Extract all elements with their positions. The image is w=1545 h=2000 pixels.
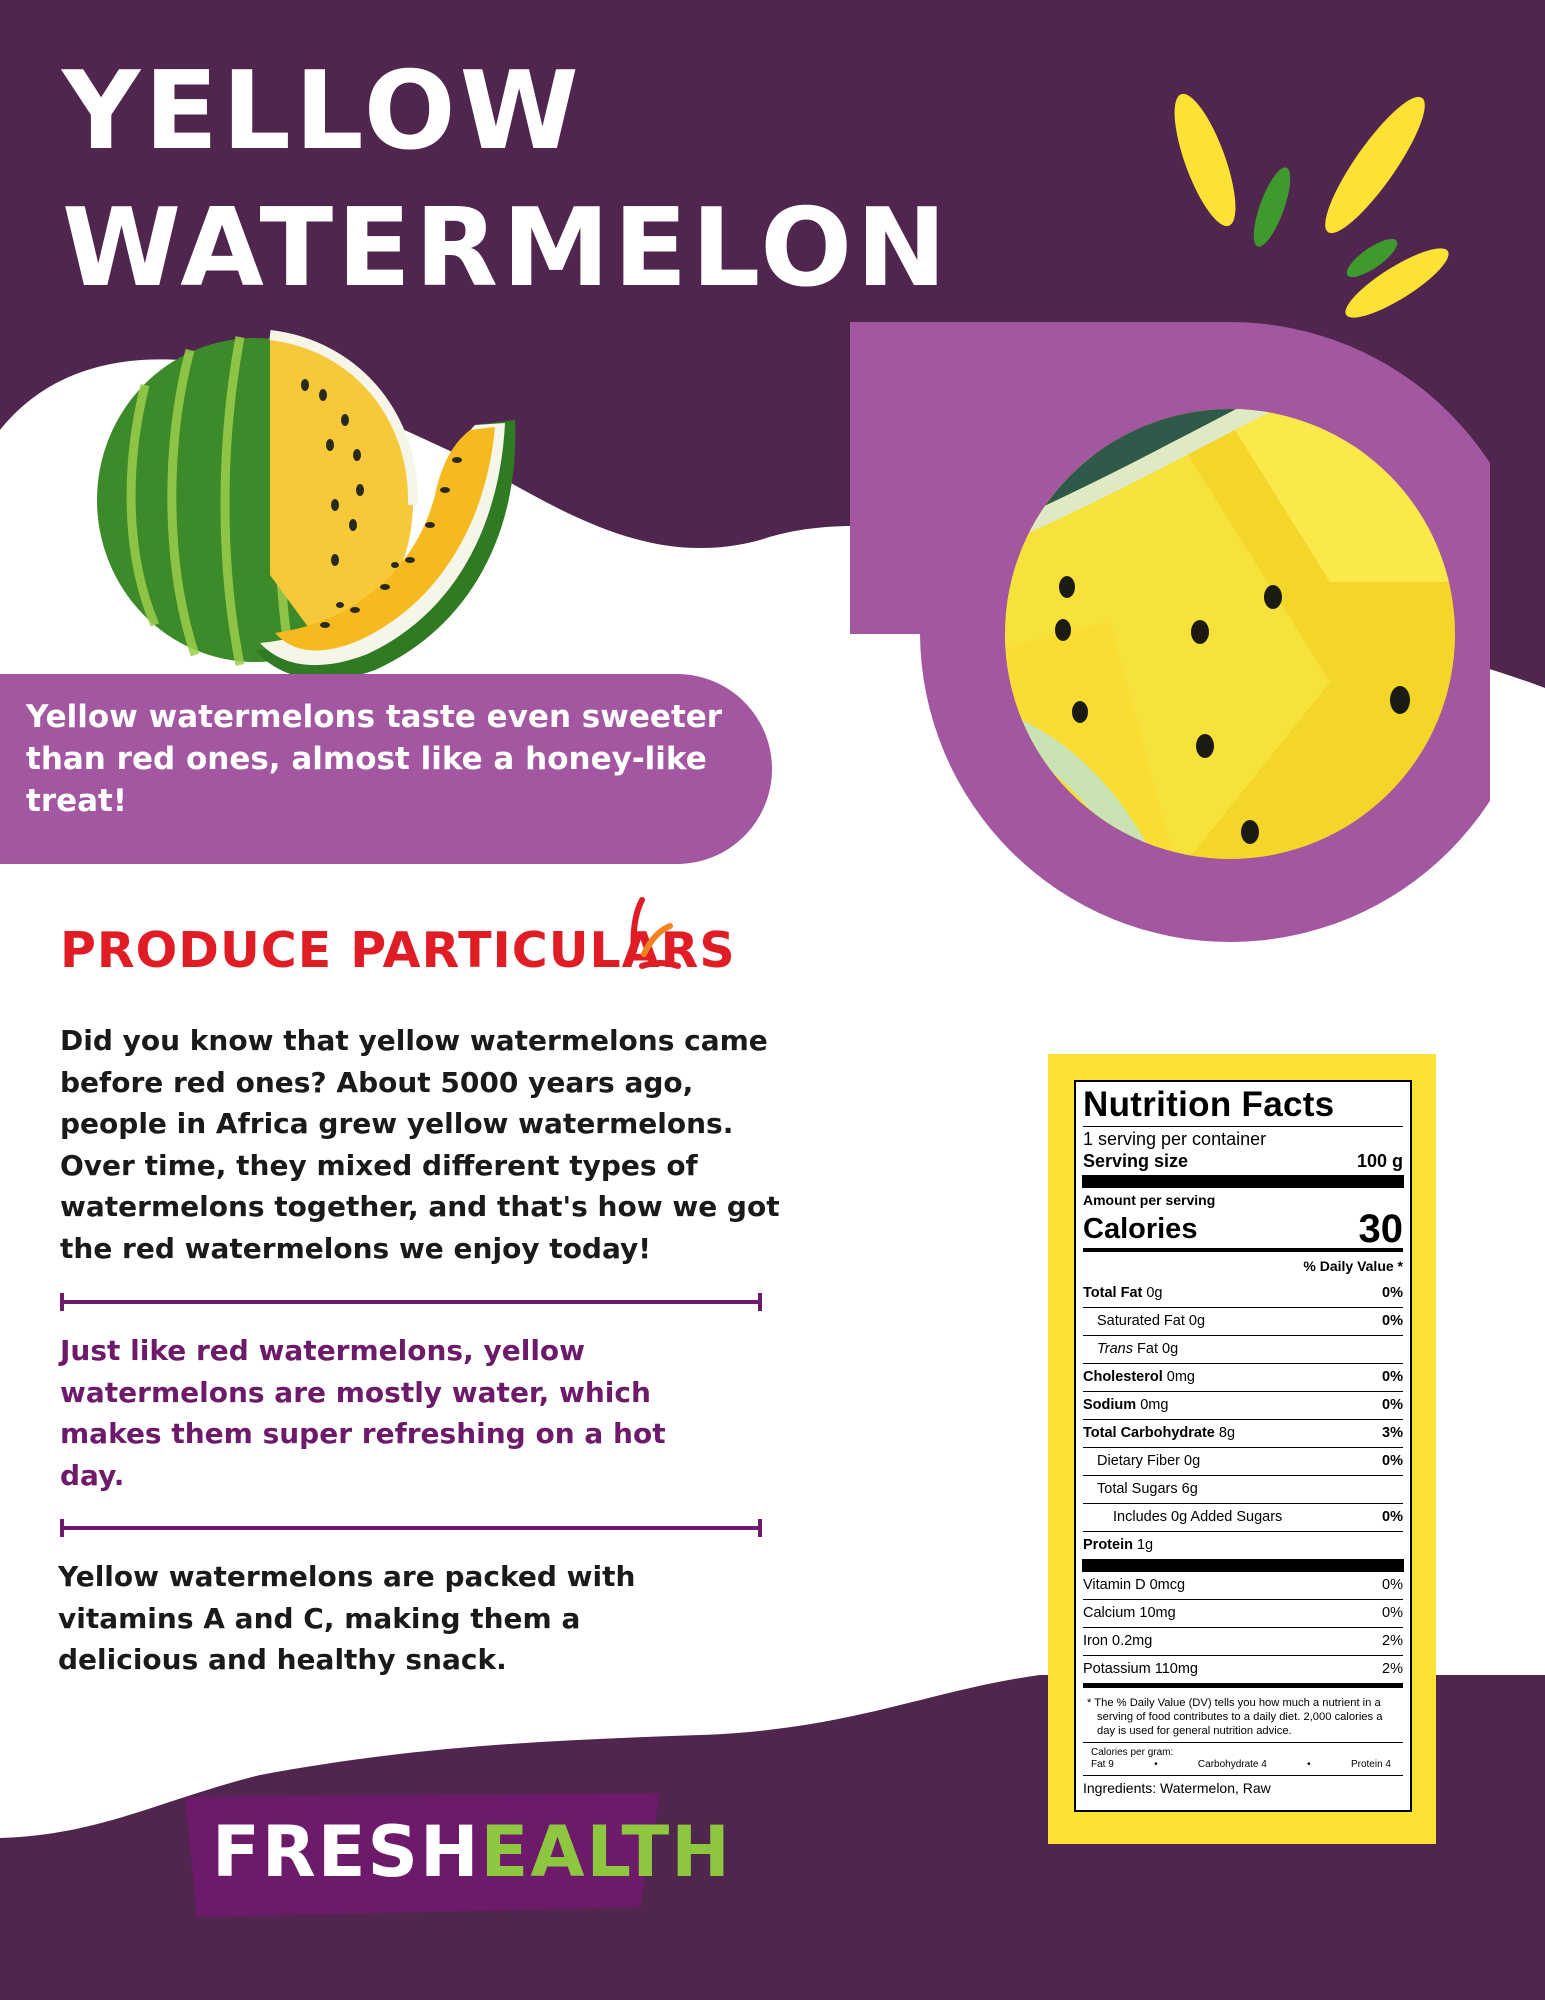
nutrient-row bbox=[1083, 1307, 1403, 1335]
nutrient-row bbox=[1083, 1335, 1403, 1363]
watermelon-photo-frame bbox=[850, 322, 1490, 952]
logo-text-ealth: EALTH bbox=[480, 1811, 732, 1893]
nutrient-amount: Dietary Fiber 0g bbox=[1097, 1453, 1201, 1469]
servings-per-container: 1 serving per container bbox=[1083, 1126, 1403, 1150]
nutrient-amount: Saturated Fat 0g bbox=[1097, 1313, 1206, 1329]
nutrient-name bbox=[1083, 1420, 1235, 1447]
nutrition-title: Nutrition Facts bbox=[1083, 1085, 1335, 1124]
section-title: PRODUCE PARTICULARS bbox=[60, 922, 736, 979]
vitamin-rows bbox=[1083, 1572, 1403, 1683]
nutrient-row bbox=[1083, 1475, 1403, 1503]
nutrition-label-frame bbox=[1048, 1054, 1436, 1844]
nutrient-daily-value: 0% bbox=[1382, 1285, 1403, 1301]
vitamin-name: Calcium 10mg bbox=[1083, 1605, 1176, 1621]
vitamin-row bbox=[1083, 1627, 1403, 1655]
nutrient-amount: 0mg bbox=[1136, 1397, 1169, 1413]
serving-size-label: Serving size bbox=[1083, 1151, 1189, 1171]
calories-value: 30 bbox=[1358, 1207, 1403, 1251]
nutrient-name-bold: Sodium bbox=[1083, 1397, 1137, 1413]
vitamin-row bbox=[1083, 1572, 1403, 1599]
nutrient-row bbox=[1083, 1280, 1403, 1307]
nutrient-row bbox=[1083, 1391, 1403, 1419]
nutrient-row bbox=[1083, 1503, 1403, 1531]
nutrient-amount: Fat 0g bbox=[1133, 1341, 1179, 1357]
vitamin-name: Iron 0.2mg bbox=[1083, 1633, 1153, 1649]
nutrient-daily-value: 0% bbox=[1382, 1397, 1403, 1413]
fact-paragraph-vitamins: Yellow watermelons are packed with vitamins A and C, making them a delicious and healthy snack. bbox=[58, 1560, 636, 1676]
cpg-bullet: • bbox=[1307, 1759, 1311, 1770]
nutrient-row bbox=[1083, 1419, 1403, 1447]
nutrient-name-bold: Total Carbohydrate bbox=[1083, 1425, 1215, 1441]
nutrient-name bbox=[1083, 1448, 1200, 1475]
nutrient-name bbox=[1083, 1336, 1178, 1363]
cpg-protein: Protein 4 bbox=[1350, 1759, 1391, 1770]
vitamin-daily-value: 0% bbox=[1382, 1577, 1403, 1593]
cpg-carb: Carbohydrate 4 bbox=[1197, 1759, 1267, 1770]
nutrient-row bbox=[1083, 1363, 1403, 1391]
tagline-banner bbox=[0, 674, 772, 864]
nutrient-amount: Includes 0g Added Sugars bbox=[1113, 1509, 1283, 1525]
nutrient-rows bbox=[1083, 1280, 1403, 1559]
nutrient-amount: 0g bbox=[1142, 1285, 1163, 1301]
nutrient-name bbox=[1083, 1392, 1168, 1419]
calories-row bbox=[1083, 1207, 1403, 1251]
nutrient-name-italic: Trans bbox=[1097, 1341, 1133, 1357]
nutrient-daily-value: 3% bbox=[1382, 1425, 1403, 1441]
vitamin-name: Potassium 110mg bbox=[1083, 1661, 1198, 1677]
vitamin-daily-value: 2% bbox=[1382, 1661, 1403, 1677]
vitamin-daily-value: 0% bbox=[1382, 1605, 1403, 1621]
nutrient-name-bold: Protein bbox=[1083, 1537, 1133, 1553]
nutrient-amount: 0mg bbox=[1162, 1369, 1196, 1385]
freshealth-logo bbox=[212, 1811, 732, 1893]
cpg-fat: Fat 9 bbox=[1091, 1759, 1114, 1770]
page-title-line-2: WATERMELON bbox=[62, 186, 951, 311]
divider bbox=[60, 1526, 762, 1530]
vitamin-daily-value: 2% bbox=[1382, 1633, 1403, 1649]
watermelon-illustration bbox=[95, 325, 525, 685]
nutrient-name bbox=[1083, 1308, 1205, 1335]
fact-paragraph-water: Just like red watermelons, yellow watermelons are mostly water, which makes them super refreshing on a hot day. bbox=[60, 1334, 666, 1492]
nutrient-daily-value: 0% bbox=[1382, 1509, 1403, 1525]
nutrient-daily-value: 0% bbox=[1382, 1369, 1403, 1385]
nutrient-row bbox=[1083, 1447, 1403, 1475]
vitamin-row bbox=[1083, 1655, 1403, 1683]
nutrient-name bbox=[1083, 1476, 1198, 1503]
calories-per-gram bbox=[1083, 1742, 1403, 1775]
nutrient-row bbox=[1083, 1531, 1403, 1559]
nutrient-name bbox=[1083, 1280, 1163, 1307]
thick-rule bbox=[1082, 1559, 1404, 1572]
nutrient-amount: 8g bbox=[1214, 1425, 1236, 1441]
nutrient-name bbox=[1083, 1504, 1282, 1531]
serving-size bbox=[1083, 1150, 1403, 1172]
burst-icon bbox=[612, 896, 682, 976]
ingredients: Ingredients: Watermelon, Raw bbox=[1083, 1775, 1403, 1800]
calories-per-gram-label: Calories per gram: bbox=[1091, 1747, 1174, 1758]
page-title-line-1: YELLOW bbox=[62, 49, 583, 174]
serving-size-value: 100 g bbox=[1356, 1151, 1403, 1171]
nutrient-daily-value: 0% bbox=[1382, 1453, 1403, 1469]
amount-per-serving: Amount per serving bbox=[1083, 1192, 1216, 1208]
thick-rule bbox=[1082, 1175, 1404, 1188]
nutrient-name bbox=[1083, 1364, 1195, 1391]
nutrient-daily-value: 0% bbox=[1382, 1313, 1403, 1329]
vitamin-name: Vitamin D 0mcg bbox=[1083, 1577, 1186, 1593]
cpg-bullet: • bbox=[1154, 1759, 1158, 1770]
vitamin-row bbox=[1083, 1599, 1403, 1627]
nutrient-name-bold: Total Fat bbox=[1083, 1285, 1143, 1301]
nutrient-amount: Total Sugars 6g bbox=[1097, 1481, 1198, 1497]
fact-paragraph-history: Did you know that yellow watermelons came before red ones? About 5000 years ago, people in Africa grew yellow watermelons. Over time, they mixed different types of watermelons together, and that's how we got the red watermelons we enjoy today! bbox=[60, 1024, 780, 1265]
logo-text-fresh: FRESH bbox=[212, 1811, 481, 1893]
nutrition-facts-label bbox=[1074, 1080, 1412, 1812]
daily-value-header: % Daily Value * bbox=[1083, 1248, 1403, 1280]
nutrient-amount: 1g bbox=[1132, 1537, 1154, 1553]
nutrient-name-bold: Cholesterol bbox=[1083, 1369, 1163, 1385]
divider bbox=[60, 1300, 762, 1304]
daily-value-footnote: * The % Daily Value (DV) tells you how much a nutrient in a serving of food contributes to a daily diet. 2,000 calories a day is used for general nutrition advice. bbox=[1083, 1683, 1403, 1742]
tagline-text: Yellow watermelons taste even sweeter than red ones, almost like a honey-like treat! bbox=[26, 699, 723, 819]
nutrient-name bbox=[1083, 1532, 1153, 1559]
calories-label: Calories bbox=[1083, 1213, 1198, 1245]
